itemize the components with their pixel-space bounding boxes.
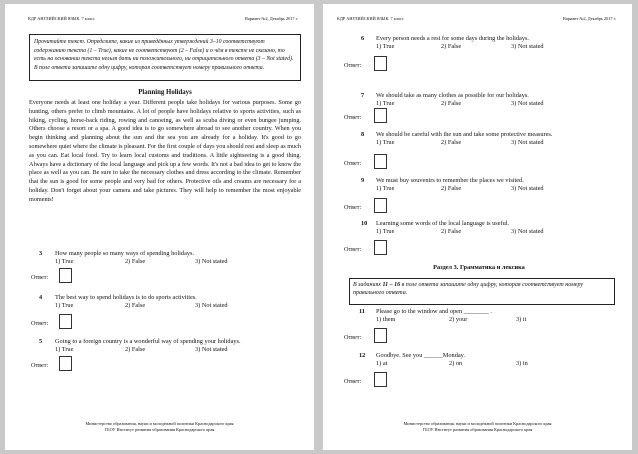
option-1: 1) True [376,43,395,50]
answer-label: Ответ: [344,114,362,121]
answer-box-12[interactable] [374,372,387,387]
page-header-right: Вариант №2, Декабрь 2017 г. [245,16,298,21]
option-3: 3) Not stated [511,100,544,107]
option-3: 3) in [516,360,528,367]
option-2: 2) your [449,316,468,323]
answer-box-7[interactable] [374,108,387,123]
option-2: 2) False [125,302,146,309]
section-instruction [349,278,615,305]
answer-label: Ответ: [31,274,49,281]
option-1: 1) True [376,139,395,146]
question-text: How many people so many ways of spending holidays. [55,250,195,257]
question-number: 4 [39,294,43,301]
answer-box-4[interactable] [59,314,72,329]
question-number: 5 [39,338,43,345]
question-text: We should be careful with the sun and take some protective measures. [376,131,553,138]
option-1: 1) True [55,346,74,353]
option-1: 1) True [376,185,395,192]
answer-box-8[interactable] [374,154,387,169]
footer-line-1: Министерство образования, науки и молодёжной политики Краснодарского края [403,421,552,426]
question-text: Going to a foreign country is a wonderful way of spending your holidays. [55,338,241,345]
section-title: Раздел 3. Грамматика и лексика [433,264,525,271]
right-page [323,4,632,450]
page-footer [5,421,314,433]
option-3: 3) Not stated [511,139,544,146]
question-number: 9 [361,177,365,184]
answer-label: Ответ: [344,246,362,253]
question-text: We must buy souvenirs to remember the places we visited. [376,177,524,184]
footer-line-2: ГБОУ Институт развития образования Краснодарского края [104,427,215,432]
answer-label: Ответ: [31,362,49,369]
question-number: 11 [359,308,365,315]
option-3: 3) it [516,316,527,323]
option-1: 1) them [376,316,396,323]
answer-box-3[interactable] [59,268,72,283]
answer-label: Ответ: [344,204,362,211]
answer-box-11[interactable] [374,328,387,343]
section-instruction-pre: В заданиях [353,282,383,288]
answer-box-5[interactable] [59,356,72,371]
question-number: 3 [39,250,43,257]
page-header-left: КДР АНГЛИЙСКИЙ ЯЗЫК. 7 класс [337,16,404,21]
page-header-left: КДР АНГЛИЙСКИЙ ЯЗЫК. 7 класс [28,16,95,21]
option-2: 2) False [441,228,462,235]
question-number: 10 [361,220,368,227]
question-text: Please go to the window and open ________ . [376,308,492,315]
reading-text-body: Everyone needs at least one holiday a year. Different people take holidays for various purposes. Some go hunting, others prefer to climb mountains. A lot of people have holidays relative to sports activities, such as hiking, cycling, horse-back riding, rowing and canoeing, as well as scuba diving or even bungee jumping. Others choose a resort or a spa. A good idea is to go somewhere abroad to see another country. When you begin thinking and planning about the sun and the sea you are already for a holiday. It's good to go somewhere quiet where the climate is pleasant. For the first couple of days you should rest and sleep as much as you can. Eat local food. Try to learn local customs and traditions. A little sightseeing is a good thing. Always have a dictionary of the local language and pick up a few words. It's not a bad idea to get to know the place as well as you can. Be sure to take the necessary clothes and dress according to the climate. Remember that the sun is good for some people and very bad for others. Protective oils and creams are necessary for a holiday. Don't forget about your camera and take pictures. They will help to remember the most enjoyable moments! [29,99,301,203]
option-2: 2) False [125,258,146,265]
answer-label: Ответ: [344,160,362,167]
option-3: 3) Not stated [195,346,228,353]
footer-line-2: ГБОУ Институт развития образования Краснодарского края [422,427,533,432]
reading-text [29,99,301,205]
answer-label: Ответ: [31,320,49,327]
option-2: 2) False [441,185,462,192]
option-1: 1) True [376,228,395,235]
option-1: 1) True [376,100,395,107]
answer-label: Ответ: [344,378,362,385]
footer-line-1: Министерство образования, науки и молодёжной политики Краснодарского края [85,421,234,426]
text-title: Planning Holidays [138,89,192,96]
option-3: 3) Not stated [195,258,228,265]
question-text: Every person needs a rest for some days during the holidays. [376,35,530,42]
question-text: The best way to spend holidays is to do sports activities. [55,294,197,301]
option-1: 1) at [376,360,388,367]
answer-box-9[interactable] [374,198,387,213]
answer-box-6[interactable] [374,56,387,71]
reading-instruction: Прочитайте текст. Определите, какие из приведённых утверждений 3–10 соответствуют содержанию текста (1 – True), какие не соответствуют (2 – False) и о чём в тексте не сказано, то есть на основании текста нельзя дать ни положительного, ни отрицательного ответа (3 – Not stated). В поле ответа запишите одну цифру, которая соответствует номеру правильного ответа. [29,34,301,81]
answer-label: Ответ: [344,62,362,69]
option-1: 1) True [55,302,74,309]
question-text: We should take as many clothes as possible for our holidays. [376,92,529,99]
question-number: 6 [361,35,365,42]
option-2: 2) False [125,346,146,353]
option-1: 1) True [55,258,74,265]
option-3: 3) Not stated [511,43,544,50]
section-instruction-range: 11 – 16 [382,282,401,288]
question-number: 12 [359,352,366,359]
option-2: 2) False [441,43,462,50]
question-text: Goodbye. See you ______Monday. [376,352,465,359]
answer-box-10[interactable] [374,240,387,255]
option-2: 2) on [449,360,463,367]
page-header-right: Вариант №2, Декабрь 2017 г. [563,16,616,21]
option-2: 2) False [441,139,462,146]
section-instruction-post: в поле ответа запишите одну цифру, которая соответствует номеру правильного ответа. [353,282,584,297]
option-3: 3) Not stated [195,302,228,309]
page-footer [323,421,632,433]
question-number: 8 [361,131,365,138]
question-number: 7 [361,92,365,99]
left-page [5,4,314,450]
question-text: Learning some words of the local language is useful. [376,220,510,227]
answer-label: Ответ: [344,334,362,341]
option-3: 3) Not stated [511,228,544,235]
option-3: 3) Not stated [511,185,544,192]
option-2: 2) False [441,100,462,107]
